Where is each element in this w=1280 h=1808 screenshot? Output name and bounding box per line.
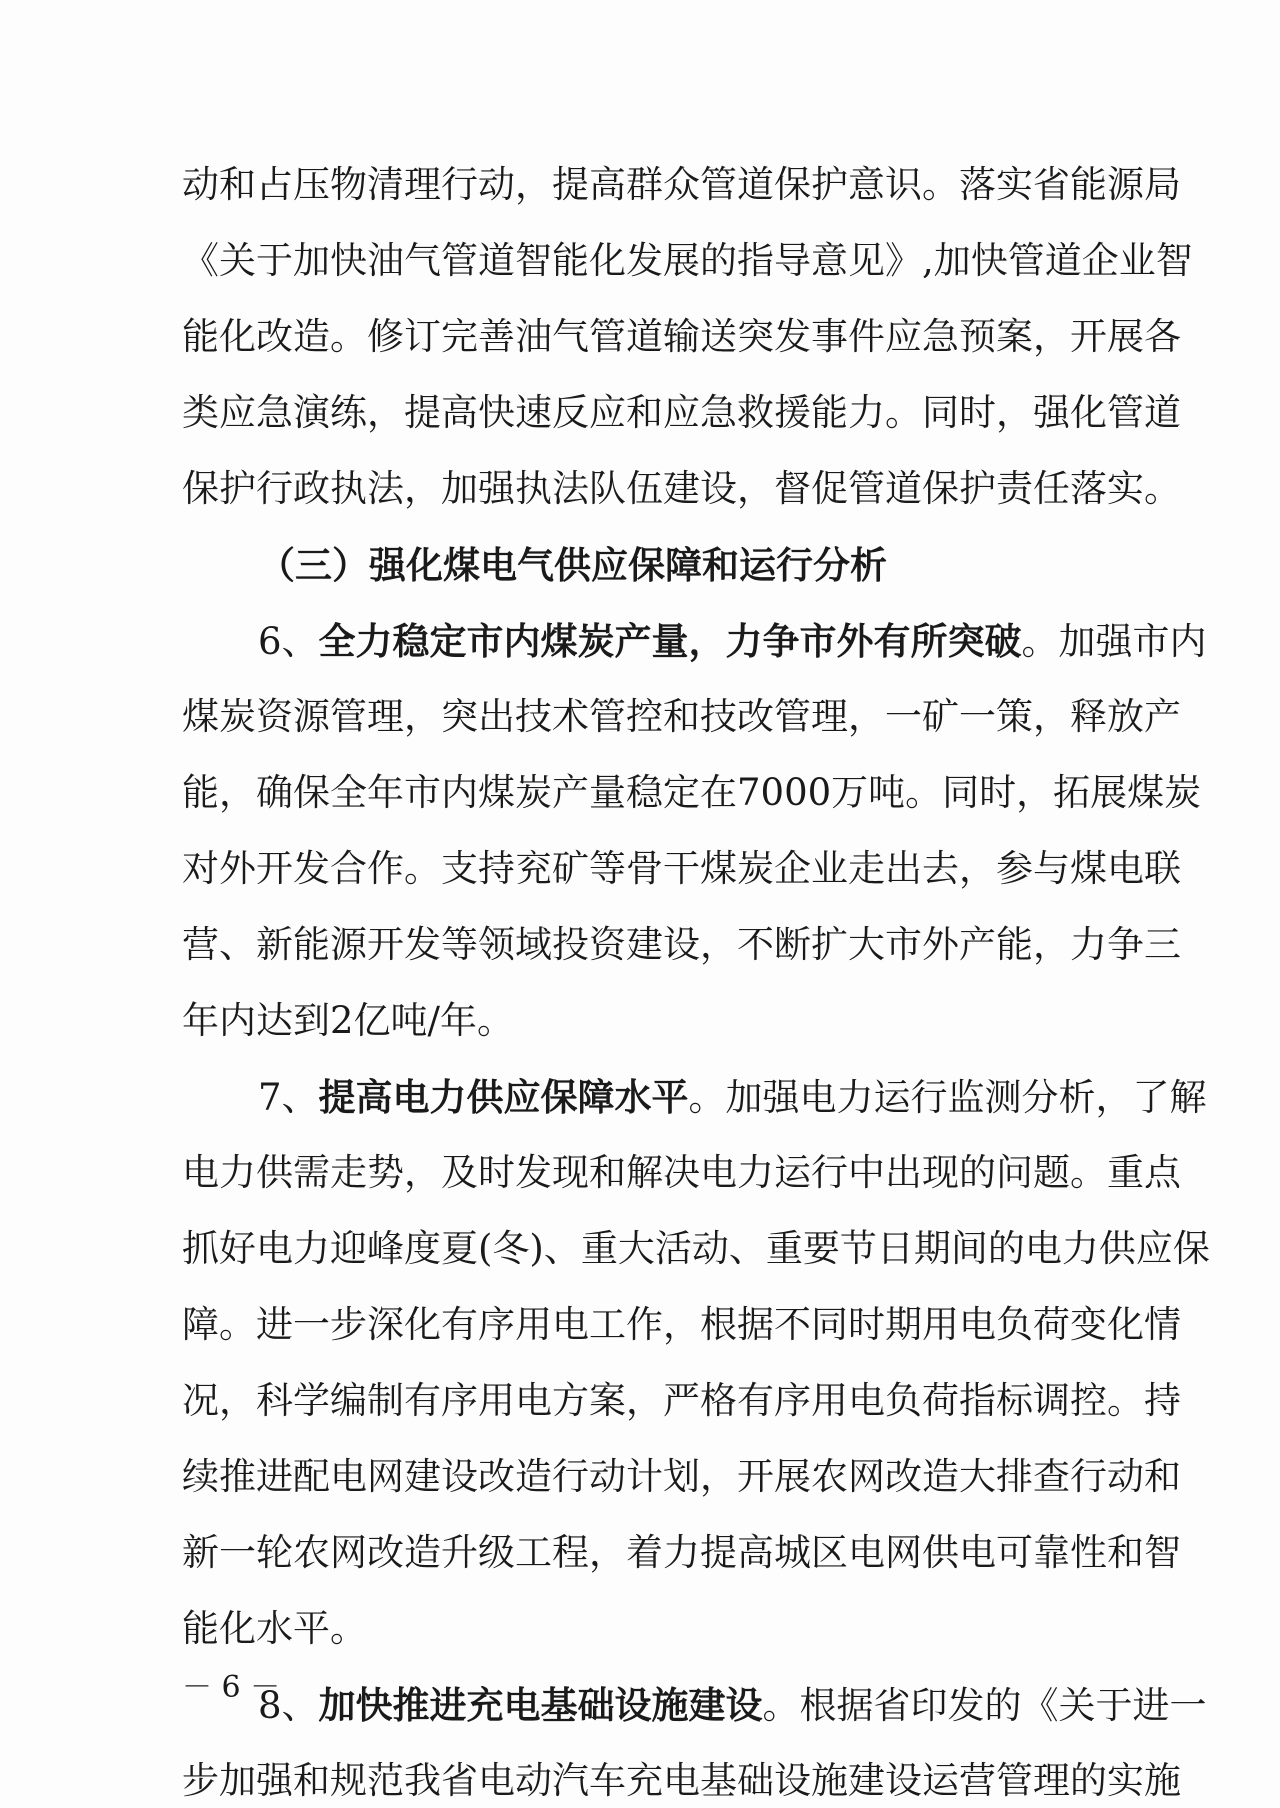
paragraph-line: 续推进配电网建设改造行动计划，开展农网改造大排查行动和 [182,1455,1181,1498]
item-number: 7、 [258,1076,319,1119]
item-first-line-text: 。根据省印发的《关于进一 [762,1684,1207,1727]
paragraph-line: 能，确保全年市内煤炭产量稳定在7000万吨。同时，拓展煤炭 [182,771,1202,814]
paragraph-line: 对外开发合作。支持兖矿等骨干煤炭企业走出去，参与煤电联 [182,847,1181,890]
item-title: 加快推进充电基础设施建设 [318,1683,763,1727]
paragraph-line: 抓好电力迎峰度夏(冬)、重大活动、重要节日期间的电力供应保 [182,1227,1210,1270]
paragraph-line: 新一轮农网改造升级工程，着力提高城区电网供电可靠性和智 [182,1531,1181,1574]
paragraph-line: 况，科学编制有序用电方案，严格有序用电负荷指标调控。持 [182,1379,1181,1422]
paragraph-line: 年内达到2亿吨/年。 [182,999,515,1042]
paragraph-line: 能化改造。修订完善油气管道输送突发事件应急预案，开展各 [182,315,1181,358]
item-title: 全力稳定市内煤炭产量，力争市外有所突破 [318,619,1022,663]
item-first-line-text: 。加强市内 [1021,620,1207,663]
paragraph-line: 步加强和规范我省电动汽车充电基础设施建设运营管理的实施 [182,1759,1181,1802]
document-body [182,147,1210,1808]
item-6-first-line [182,603,1207,679]
item-number: 6、 [258,620,319,663]
section-heading: （三）强化煤电气供应保障和运行分析 [258,543,887,587]
paragraph-line: 保护行政执法，加强执法队伍建设，督促管道保护责任落实。 [182,467,1181,510]
paragraph-line: 障。进一步深化有序用电工作，根据不同时期用电负荷变化情 [182,1303,1181,1346]
page-number: － 6 － [182,1670,281,1705]
item-number: 8、 [258,1684,319,1727]
item-7-first-line [182,1059,1207,1135]
item-first-line-text: 。加强电力运行监测分析，了解 [688,1076,1207,1119]
paragraph-line: 能化水平。 [182,1607,367,1650]
paragraph-line: 电力供需走势，及时发现和解决电力运行中出现的问题。重点 [182,1151,1181,1194]
paragraph-line: 动和占压物清理行动，提高群众管道保护意识。落实省能源局 [182,163,1181,206]
item-title: 提高电力供应保障水平 [318,1075,689,1119]
paragraph-line: 《关于加快油气管道智能化发展的指导意见》,加快管道企业智 [182,239,1193,282]
paragraph-line: 煤炭资源管理，突出技术管控和技改管理，一矿一策，释放产 [182,695,1181,738]
paragraph-line: 营、新能源开发等领域投资建设，不断扩大市外产能，力争三 [182,923,1181,966]
paragraph-line: 类应急演练，提高快速反应和应急救援能力。同时，强化管道 [182,391,1181,434]
item-8-first-line [182,1667,1207,1743]
